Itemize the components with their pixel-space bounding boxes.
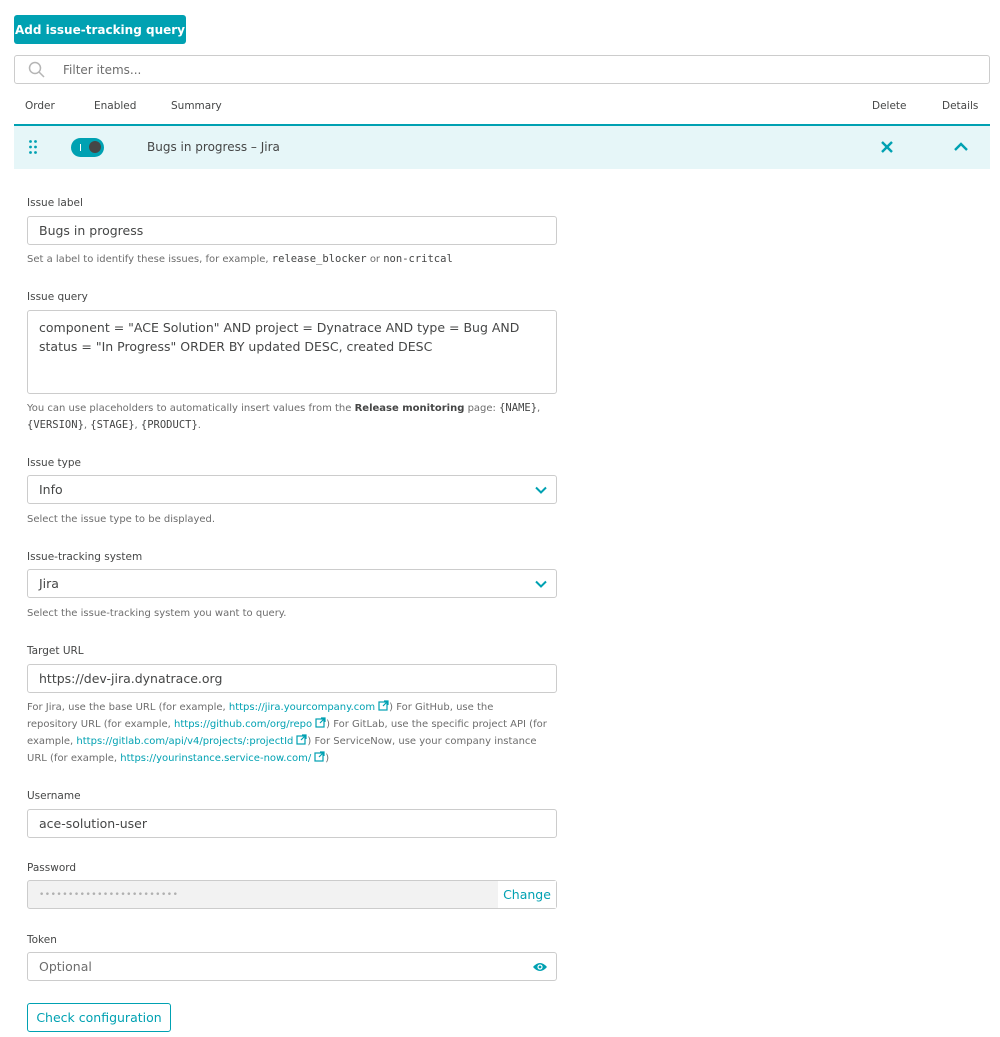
tracking-system-label: Issue-tracking system: [27, 551, 143, 563]
help-text: ) For GitLab, use the specific project API (for example,: [27, 719, 547, 747]
external-link-icon: [296, 734, 307, 745]
issue-label-help: [27, 251, 547, 268]
placeholder-code: {VERSION}: [27, 419, 84, 431]
issue-label-input[interactable]: [27, 216, 557, 245]
username-input[interactable]: [27, 809, 557, 838]
token-label: Token: [27, 934, 57, 946]
enabled-toggle[interactable]: [71, 138, 104, 157]
external-link-icon: [378, 700, 389, 711]
column-summary: Summary: [171, 100, 222, 112]
issue-query-textarea[interactable]: [27, 310, 557, 394]
placeholder-code: {STAGE}: [90, 419, 135, 431]
issue-query-value: component = "ACE Solution" AND project = Dynatrace AND type = Bug AND status = "In Progress" ORDER BY updated DESC, created DESC: [39, 320, 520, 354]
close-icon[interactable]: [879, 139, 895, 155]
toggle-on-mark: [80, 144, 81, 151]
column-order: Order: [25, 100, 55, 112]
column-delete: Delete: [872, 100, 907, 112]
help-text: ) For ServiceNow, use your company instance URL (for example,: [27, 736, 537, 764]
issue-type-label: Issue type: [27, 457, 81, 469]
target-url-label: Target URL: [27, 645, 84, 657]
issue-type-select[interactable]: [27, 475, 557, 504]
help-text: Set a label to identify these issues, for example,: [27, 254, 269, 265]
servicenow-link[interactable]: https://yourinstance.service-now.com/: [120, 753, 312, 764]
toggle-knob: [89, 141, 101, 153]
placeholder-code: {PRODUCT}: [140, 419, 198, 431]
tracking-system-help: Select the issue-tracking system you want to query.: [27, 608, 287, 619]
issue-query-label: Issue query: [27, 291, 88, 303]
target-url-value: https://dev-jira.dynatrace.org: [39, 671, 223, 686]
issue-label-label: Issue label: [27, 197, 83, 209]
jira-link[interactable]: https://jira.yourcompany.com: [228, 702, 376, 713]
add-issue-tracking-query-button[interactable]: Add issue-tracking query: [14, 15, 186, 44]
check-configuration-button[interactable]: Check configuration: [27, 1003, 171, 1032]
help-text: ) For GitHub, use the repository URL (for example,: [27, 702, 494, 730]
target-url-help: [27, 699, 547, 767]
help-text: ): [325, 753, 330, 764]
eye-icon[interactable]: [532, 961, 548, 973]
placeholder-code: {NAME}: [499, 402, 538, 414]
row-summary: Bugs in progress – Jira: [147, 140, 280, 154]
filter-input[interactable]: [63, 56, 989, 83]
column-details: Details: [942, 100, 979, 112]
tracking-system-value: Jira: [39, 576, 59, 591]
column-enabled: Enabled: [94, 100, 137, 112]
tracking-system-select[interactable]: [27, 569, 557, 598]
issue-query-help: You can use placeholders to automatically insert values from the Release monitoring page: {NAME}, {VERSION}, {STAGE}, {PRODUCT}.: [27, 402, 541, 431]
chevron-down-icon: [534, 577, 548, 591]
table-header: [0, 98, 1000, 116]
username-label: Username: [27, 790, 81, 802]
help-text: You can use placeholders to automatically insert values from the: [27, 403, 352, 414]
gitlab-link[interactable]: https://gitlab.com/api/v4/projects/:projectId: [76, 736, 294, 747]
password-mask: ••••••••••••••••••••••••: [39, 889, 179, 900]
token-input[interactable]: [27, 952, 557, 981]
table-row[interactable]: [14, 124, 990, 169]
search-icon: [27, 60, 47, 80]
issue-label-value: Bugs in progress: [39, 223, 144, 238]
username-value: ace-solution-user: [39, 816, 148, 831]
filter-bar[interactable]: [14, 55, 990, 84]
external-link-icon: [315, 717, 326, 728]
external-link-icon: [314, 751, 325, 762]
token-placeholder: Optional: [39, 959, 92, 974]
target-url-input[interactable]: [27, 664, 557, 693]
issue-type-value: Info: [39, 482, 63, 497]
help-text: For Jira, use the base URL (for example,: [27, 702, 226, 713]
help-bold: Release monitoring: [354, 403, 465, 414]
chevron-down-icon: [534, 483, 548, 497]
issue-type-help: Select the issue type to be displayed.: [27, 514, 216, 525]
change-password-button[interactable]: Change: [498, 881, 556, 908]
help-text: or: [369, 254, 381, 265]
help-code: release_blocker: [271, 253, 367, 265]
help-code: non-critcal: [383, 253, 453, 265]
password-input: [27, 880, 557, 909]
drag-handle-icon[interactable]: [28, 139, 38, 155]
chevron-up-icon[interactable]: [953, 139, 969, 155]
password-label: Password: [27, 862, 77, 874]
help-text: page:: [467, 403, 496, 414]
github-link[interactable]: https://github.com/org/repo: [174, 719, 313, 730]
